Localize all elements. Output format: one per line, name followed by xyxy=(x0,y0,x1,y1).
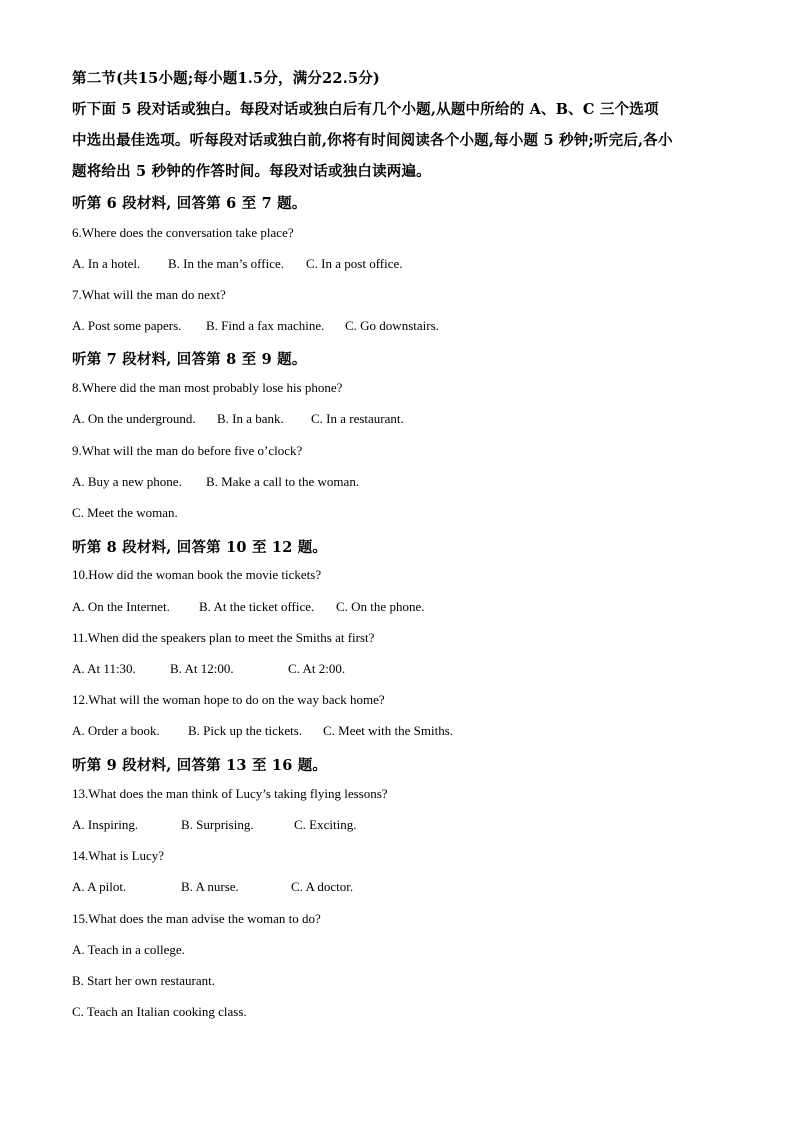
question-13: 13.What does the man think of Lucy’s taking flying lessons? xyxy=(72,786,388,801)
question-7-option-a: A. Post some papers. xyxy=(72,318,182,333)
question-6: 6.Where does the conversation take place? xyxy=(72,225,294,240)
group-header-6: 听第 6 段材料, 回答第 6 至 7 题。 xyxy=(72,195,307,212)
question-12-options xyxy=(72,723,453,739)
question-9-options xyxy=(72,474,359,490)
question-9-option-a: A. Buy a new phone. xyxy=(72,474,182,489)
question-15-option-c: C. Teach an Italian cooking class. xyxy=(72,1004,247,1019)
question-14-option-a: A. A pilot. xyxy=(72,879,127,894)
question-13-option-c: C. Exciting. xyxy=(294,817,357,832)
instructions-line-1: 听下面 5 段对话或独白。每段对话或独白后有几个小题,从题中所给的 A、B、C 三个选项 xyxy=(72,101,659,118)
question-12-option-b: B. Pick up the tickets. xyxy=(188,723,303,738)
question-6-option-a: A. In a hotel. xyxy=(72,256,141,271)
question-7-options xyxy=(72,318,439,334)
question-6-options xyxy=(72,256,403,272)
question-8: 8.Where did the man most probably lose his phone? xyxy=(72,380,343,395)
question-11-options xyxy=(72,661,345,677)
question-14-option-c: C. A doctor. xyxy=(291,879,354,894)
question-12-option-a: A. Order a book. xyxy=(72,723,160,738)
question-11-option-c: C. At 2:00. xyxy=(288,661,346,676)
question-6-option-c: C. In a post office. xyxy=(306,256,403,271)
question-6-option-b: B. In the man’s office. xyxy=(168,256,285,271)
instructions-line-2: 中选出最佳选项。听每段对话或独白前,你将有时间阅读各个小题,每小题 5 秒钟;听完后,各小 xyxy=(72,132,673,149)
question-14: 14.What is Lucy? xyxy=(72,848,165,863)
question-15-option-a: A. Teach in a college. xyxy=(72,942,185,957)
question-8-option-c: C. In a restaurant. xyxy=(311,411,404,426)
question-10-option-c: C. On the phone. xyxy=(336,599,425,614)
question-14-options xyxy=(72,879,353,895)
section-title: 第二节(共15小题;每小题1.5分，满分22.5分) xyxy=(72,70,380,87)
question-12: 12.What will the woman hope to do on the way back home? xyxy=(72,692,385,707)
question-11-option-a: A. At 11:30. xyxy=(72,661,136,676)
question-9: 9.What will the man do before five o’clock? xyxy=(72,443,303,458)
question-11: 11.When did the speakers plan to meet the Smiths at first? xyxy=(72,630,375,645)
group-header-7: 听第 7 段材料, 回答第 8 至 9 题。 xyxy=(72,351,307,368)
question-14-option-b: B. A nurse. xyxy=(181,879,239,894)
question-11-option-b: B. At 12:00. xyxy=(170,661,234,676)
question-12-option-c: C. Meet with the Smiths. xyxy=(323,723,453,738)
question-9-option-c: C. Meet the woman. xyxy=(72,505,178,520)
question-10: 10.How did the woman book the movie tickets? xyxy=(72,567,322,582)
question-8-option-a: A. On the underground. xyxy=(72,411,196,426)
question-7-option-b: B. Find a fax machine. xyxy=(206,318,325,333)
question-15-option-b: B. Start her own restaurant. xyxy=(72,973,215,988)
group-header-9: 听第 9 段材料, 回答第 13 至 16 题。 xyxy=(72,757,328,774)
question-8-option-b: B. In a bank. xyxy=(217,411,284,426)
question-9-option-b: B. Make a call to the woman. xyxy=(206,474,360,489)
question-13-options xyxy=(72,817,356,833)
question-7: 7.What will the man do next? xyxy=(72,287,226,302)
question-10-option-b: B. At the ticket office. xyxy=(199,599,315,614)
question-13-option-a: A. Inspiring. xyxy=(72,817,139,832)
question-10-options xyxy=(72,599,424,615)
question-7-option-c: C. Go downstairs. xyxy=(345,318,439,333)
question-8-options xyxy=(72,411,404,427)
instructions-line-3: 题将给出 5 秒钟的作答时间。每段对话或独白读两遍。 xyxy=(72,163,431,180)
question-15: 15.What does the man advise the woman to do? xyxy=(72,911,321,926)
group-header-8: 听第 8 段材料, 回答第 10 至 12 题。 xyxy=(72,539,328,556)
question-10-option-a: A. On the Internet. xyxy=(72,599,170,614)
question-13-option-b: B. Surprising. xyxy=(181,817,254,832)
